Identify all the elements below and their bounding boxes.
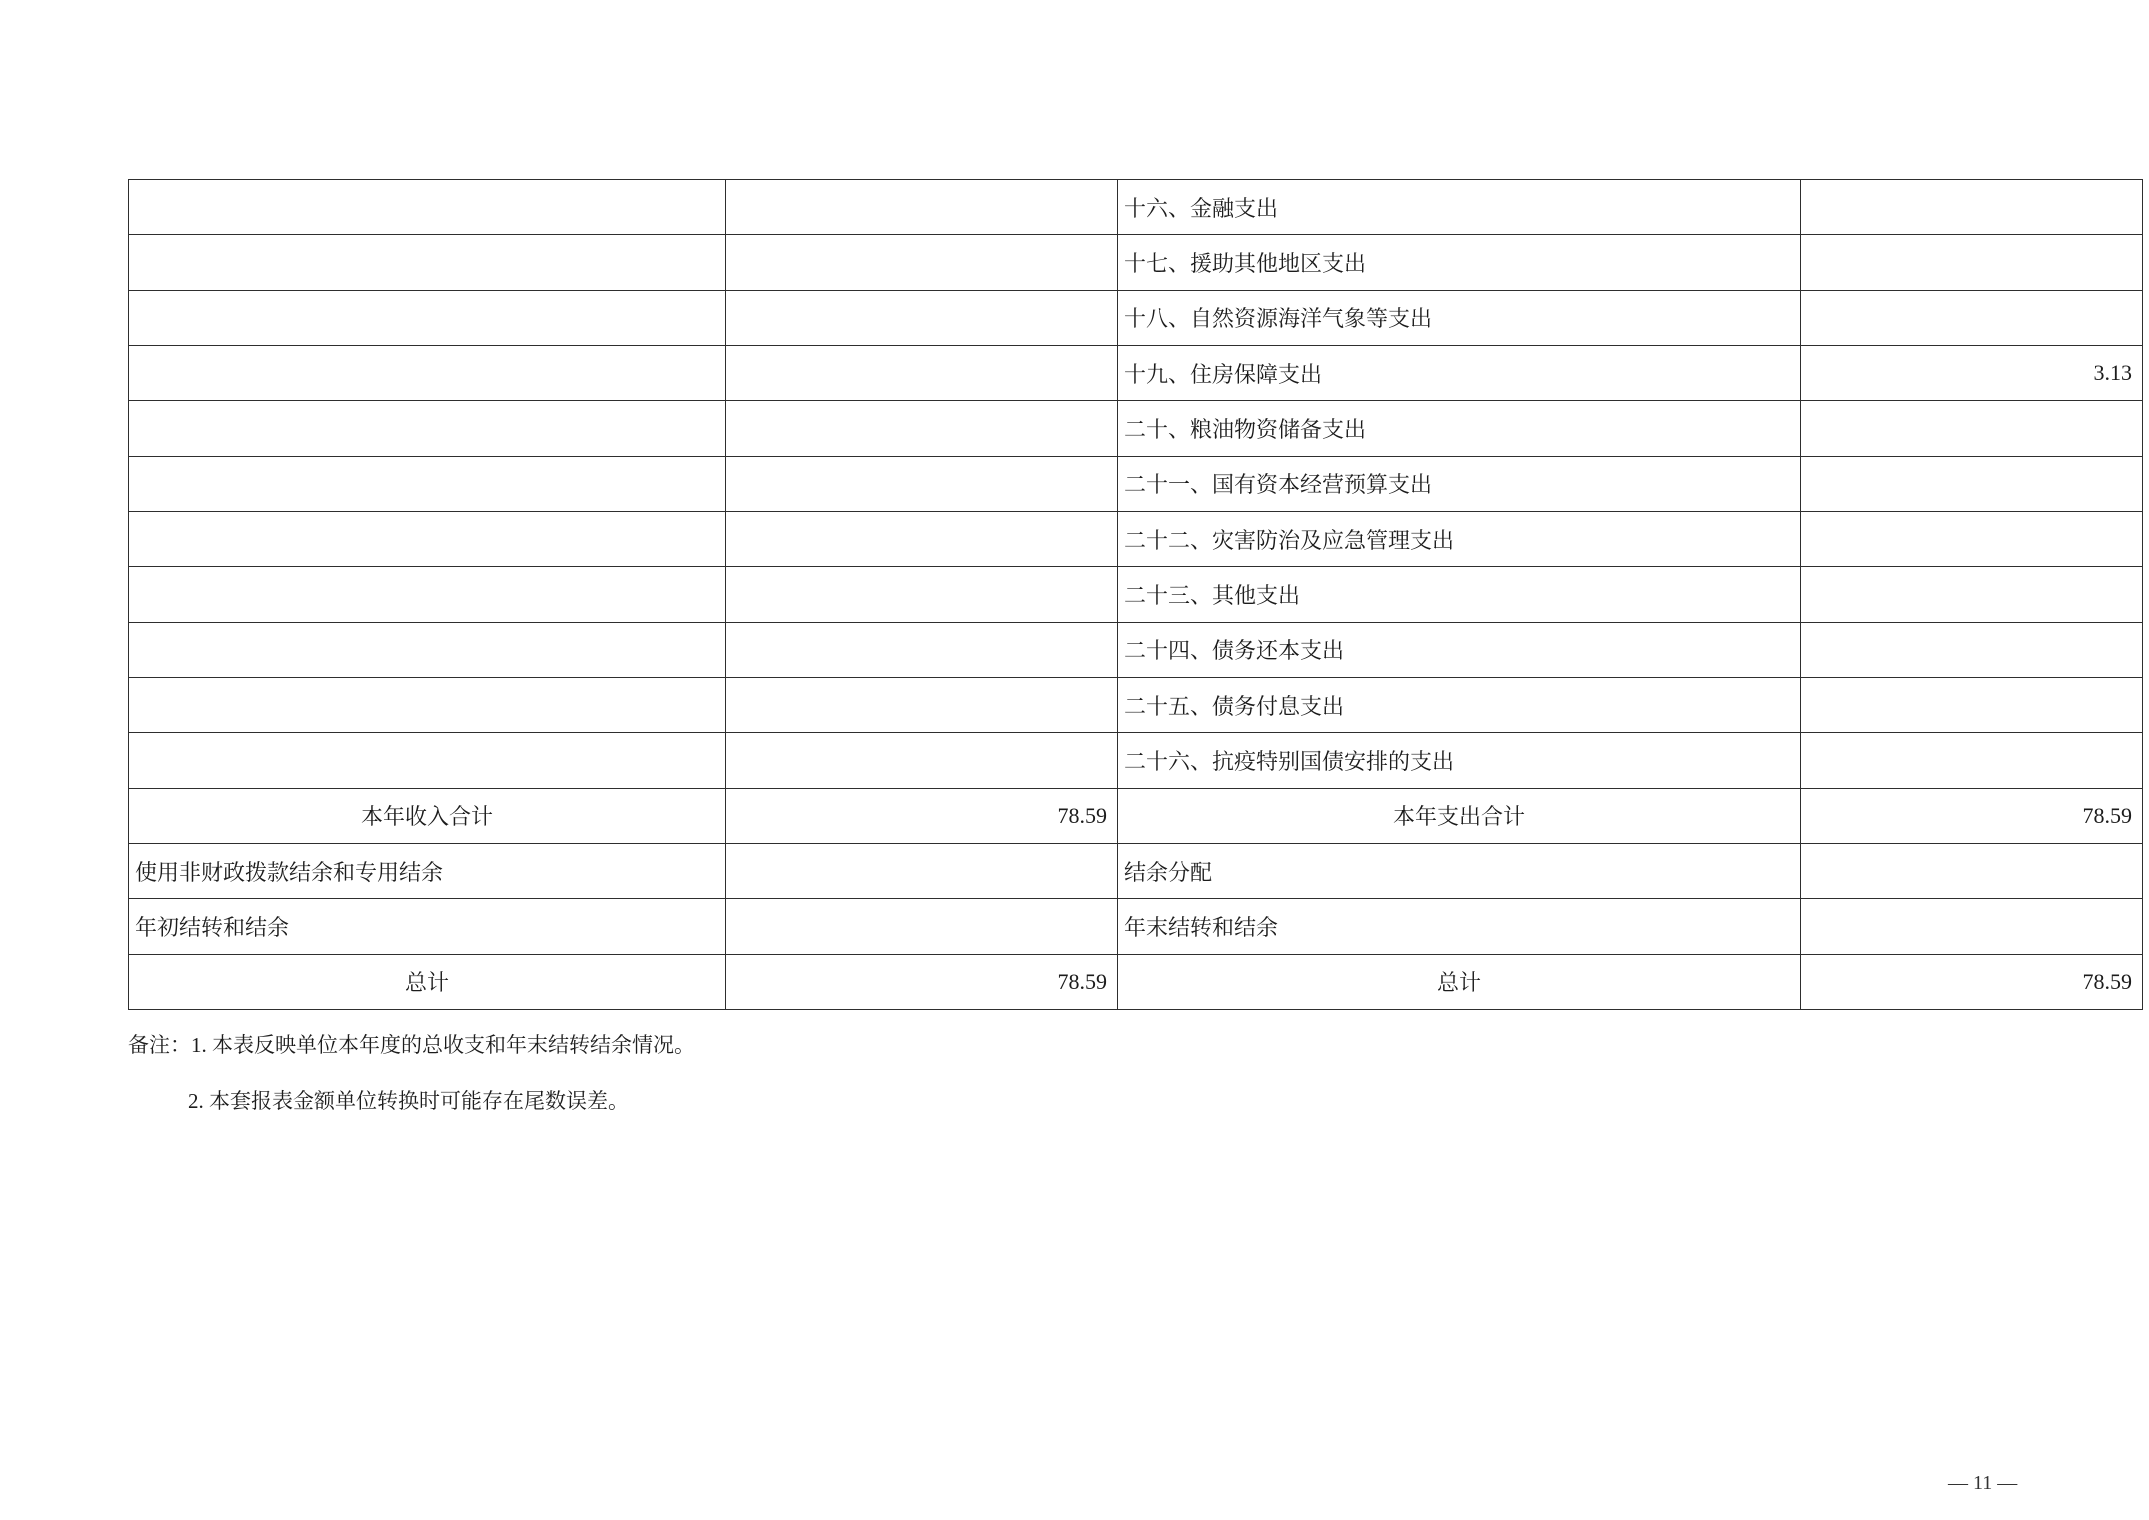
empty-cell (726, 622, 1118, 677)
income-expenditure-table (128, 179, 2143, 1010)
empty-cell (129, 511, 726, 566)
expense-item-17-label: 十七、援助其他地区支出 (1118, 235, 1801, 290)
expense-item-22-value (1801, 511, 2143, 566)
table-row (129, 622, 2143, 677)
expense-item-19-value: 3.13 (1801, 345, 2143, 400)
table-row (129, 843, 2143, 898)
empty-cell (129, 290, 726, 345)
table-row (129, 567, 2143, 622)
expense-item-23-label: 二十三、其他支出 (1118, 567, 1801, 622)
table-row (129, 456, 2143, 511)
note-line-1: 备注：1. 本表反映单位本年度的总收支和年末结转结余情况。 (128, 1033, 695, 1057)
grand-total-expense-label: 总计 (1118, 954, 1801, 1009)
grand-total-income-label: 总计 (129, 954, 726, 1009)
empty-cell (129, 401, 726, 456)
note-line-2: 2. 本套报表金额单位转换时可能存在尾数误差。 (188, 1089, 629, 1113)
empty-cell (726, 733, 1118, 788)
expense-item-17-value (1801, 235, 2143, 290)
income-total-value: 78.59 (726, 788, 1118, 843)
expense-item-16-value (1801, 180, 2143, 235)
expense-item-23-value (1801, 567, 2143, 622)
non-fiscal-carryover-value (726, 843, 1118, 898)
table-row (129, 511, 2143, 566)
empty-cell (129, 180, 726, 235)
expense-item-21-label: 二十一、国有资本经营预算支出 (1118, 456, 1801, 511)
empty-cell (726, 290, 1118, 345)
empty-cell (129, 677, 726, 732)
table-row (129, 899, 2143, 954)
empty-cell (129, 733, 726, 788)
empty-cell (726, 235, 1118, 290)
grand-total-income-value: 78.59 (726, 954, 1118, 1009)
expense-total-label: 本年支出合计 (1118, 788, 1801, 843)
expense-item-25-value (1801, 677, 2143, 732)
empty-cell (129, 622, 726, 677)
expense-item-24-value (1801, 622, 2143, 677)
empty-cell (726, 180, 1118, 235)
table-row (129, 677, 2143, 732)
expense-item-16-label: 十六、金融支出 (1118, 180, 1801, 235)
table-row (129, 290, 2143, 345)
expense-item-20-label: 二十、粮油物资储备支出 (1118, 401, 1801, 456)
surplus-distribution-label: 结余分配 (1118, 843, 1801, 898)
expense-item-22-label: 二十二、灾害防治及应急管理支出 (1118, 511, 1801, 566)
income-total-label: 本年收入合计 (129, 788, 726, 843)
table-row (129, 788, 2143, 843)
surplus-distribution-value (1801, 843, 2143, 898)
yearend-carryover-label: 年末结转和结余 (1118, 899, 1801, 954)
empty-cell (726, 511, 1118, 566)
empty-cell (726, 456, 1118, 511)
empty-cell (726, 401, 1118, 456)
expense-item-24-label: 二十四、债务还本支出 (1118, 622, 1801, 677)
expense-item-25-label: 二十五、债务付息支出 (1118, 677, 1801, 732)
page-number: — 11 — (1948, 1472, 2018, 1494)
empty-cell (129, 345, 726, 400)
table-row (129, 180, 2143, 235)
table-row (129, 235, 2143, 290)
expense-item-18-label: 十八、自然资源海洋气象等支出 (1118, 290, 1801, 345)
expense-item-18-value (1801, 290, 2143, 345)
beginning-carryover-label: 年初结转和结余 (129, 899, 726, 954)
empty-cell (726, 567, 1118, 622)
empty-cell (129, 235, 726, 290)
expense-item-26-value (1801, 733, 2143, 788)
expense-item-20-value (1801, 401, 2143, 456)
yearend-carryover-value (1801, 899, 2143, 954)
expense-item-21-value (1801, 456, 2143, 511)
table-row (129, 401, 2143, 456)
table-row (129, 733, 2143, 788)
non-fiscal-carryover-label: 使用非财政拨款结余和专用结余 (129, 843, 726, 898)
beginning-carryover-value (726, 899, 1118, 954)
expense-item-26-label: 二十六、抗疫特别国债安排的支出 (1118, 733, 1801, 788)
empty-cell (129, 456, 726, 511)
table-row (129, 345, 2143, 400)
empty-cell (726, 677, 1118, 732)
empty-cell (129, 567, 726, 622)
expense-total-value: 78.59 (1801, 788, 2143, 843)
expense-item-19-label: 十九、住房保障支出 (1118, 345, 1801, 400)
table-row (129, 954, 2143, 1009)
empty-cell (726, 345, 1118, 400)
grand-total-expense-value: 78.59 (1801, 954, 2143, 1009)
